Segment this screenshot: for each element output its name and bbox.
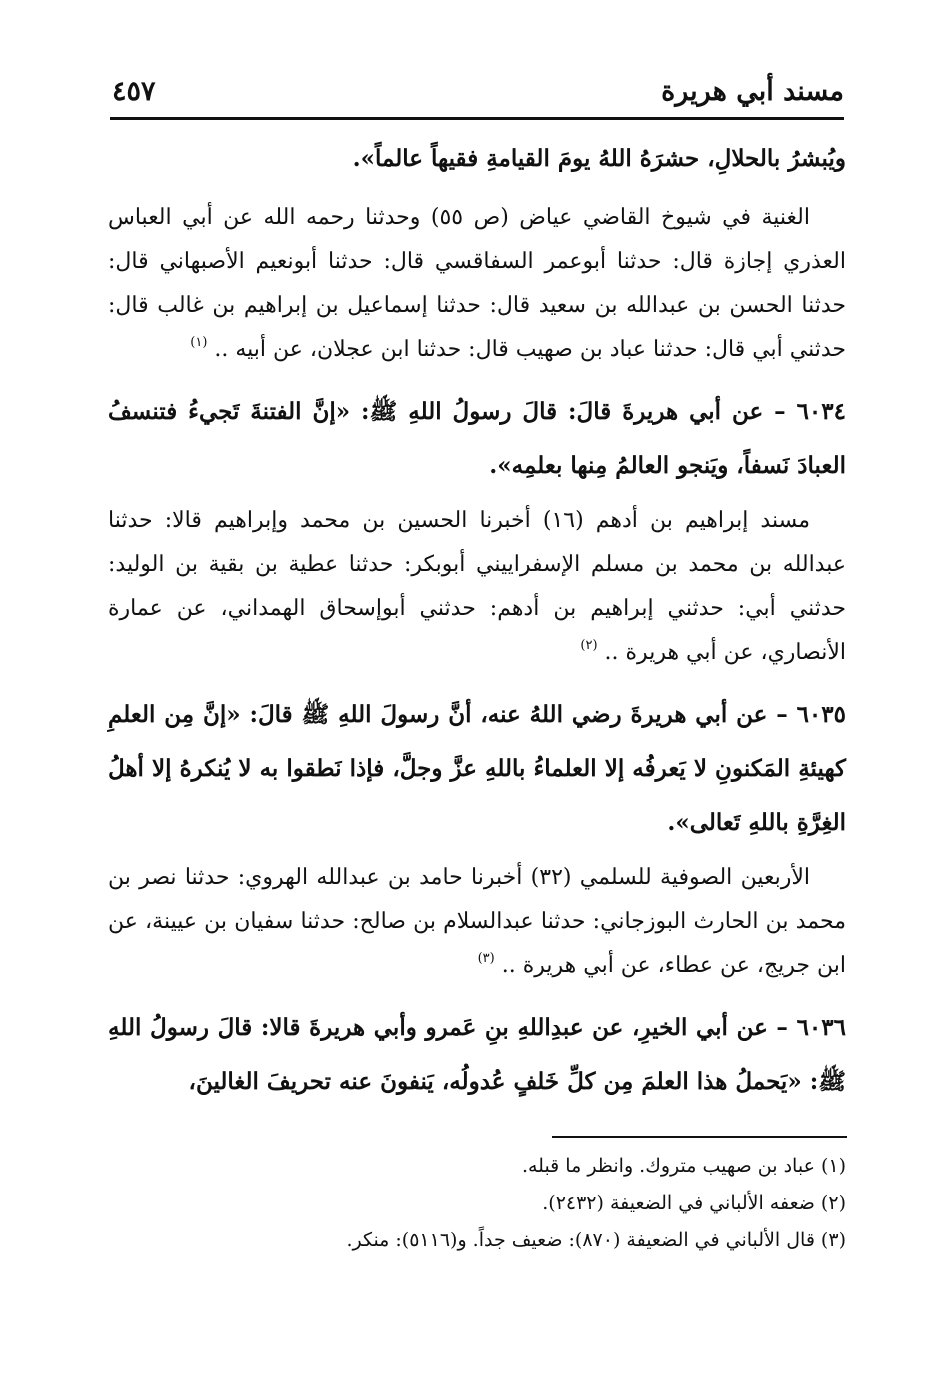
hadith-number: ٦٠٣٤	[796, 398, 846, 425]
footnote-ref: (٣)	[477, 951, 495, 966]
hadith-tail-text: ويُبشرُ بالحلالِ، حشرَهُ اللهُ يومَ القيامةِ فقيهاً عالماً».	[352, 145, 846, 172]
running-header	[110, 72, 844, 116]
source-paragraph	[108, 196, 846, 375]
footnote-ref: (١)	[190, 335, 208, 350]
hadith-entry	[108, 1001, 846, 1109]
running-title: مسند أبي هريرة	[661, 76, 844, 107]
footnote: (٢) ضعفه الألباني في الضعيفة (٢٤٣٢).	[542, 1192, 846, 1214]
footnote-ref: (٢)	[580, 638, 598, 653]
source-text: مسند إبراهيم بن أدهم (١٦) أخبرنا الحسين بن محمد وإبراهيم قالا: حدثنا عبدالله بن محمد بن مسلم الإسفراييني أبوبكر: حدثنا عطية بن بقية بن الوليد: حدثني أبي: حدثني إبراهيم بن أدهم: حدثني أبوإسحاق الهمداني، عن عمارة الأنصاري، عن أبي هريرة ..	[108, 508, 846, 665]
hadith-entry	[108, 385, 846, 493]
source-paragraph	[108, 856, 846, 991]
hadith-entry	[108, 688, 846, 850]
page-number: ٤٥٧	[112, 76, 156, 107]
footnote: (٣) قال الألباني في الضعيفة (٨٧٠): ضعيف جداً. و(٥١١٦): منكر.	[346, 1229, 846, 1251]
hadith-tail	[108, 132, 846, 186]
source-text: الأربعين الصوفية للسلمي (٣٢) أخبرنا حامد بن عبدالله الهروي: حدثنا نصر بن محمد بن الحارث البوزجاني: حدثنا عبدالسلام بن صالح: حدثنا سفيان بن عيينة، عن ابن جريج، عن عطاء، عن أبي هريرة ..	[108, 865, 846, 978]
hadith-text: – عن أبي هريرةَ رضي اللهُ عنه، أنَّ رسولَ اللهِ ﷺ قالَ: «إنَّ مِن العلمِ كهيئةِ المَكنونِ لا يَعرفُه إلا العلماءُ باللهِ عزَّ وجلَّ، فإذا نَطقوا به لا يُنكرهُ إلا أهلُ الغِرَّةِ باللهِ تَعالى».	[108, 701, 846, 836]
hadith-text: – عن أبي الخيرِ، عن عبدِاللهِ بنِ عَمرو وأبي هريرةَ قالا: قالَ رسولُ اللهِ ﷺ: «يَحملُ هذا العلمَ مِن كلِّ خَلفٍ عُدولُه، يَنفونَ عنه تحريفَ الغالينَ،	[108, 1014, 846, 1095]
page-body	[108, 132, 846, 1109]
source-paragraph	[108, 499, 846, 678]
hadith-text: – عن أبي هريرةَ قالَ: قالَ رسولُ اللهِ ﷺ: «إنَّ الفتنةَ تَجيءُ فتنسفُ العبادَ نَسفاً، ويَنجو العالمُ مِنها بعلمِه».	[108, 398, 846, 479]
hadith-number: ٦٠٣٦	[796, 1014, 846, 1041]
footnote-rule	[552, 1136, 847, 1138]
header-rule	[110, 117, 844, 120]
source-text: الغنية في شيوخ القاضي عياض (ص ٥٥) وحدثنا رحمه الله عن أبي العباس العذري إجازة قال: حدثنا أبوعمر السفاقسي قال: حدثنا أبونعيم الأصبهاني قال: حدثنا الحسن بن عبدالله بن سعيد قال: حدثنا إسماعيل بن إبراهيم بن غالب قال: حدثني أبي قال: حدثنا عباد بن صهيب قال: حدثنا ابن عجلان، عن أبيه ..	[108, 205, 846, 362]
footnotes	[108, 1148, 846, 1259]
footnote: (١) عباد بن صهيب متروك. وانظر ما قبله.	[521, 1155, 846, 1177]
hadith-number: ٦٠٣٥	[796, 701, 846, 728]
